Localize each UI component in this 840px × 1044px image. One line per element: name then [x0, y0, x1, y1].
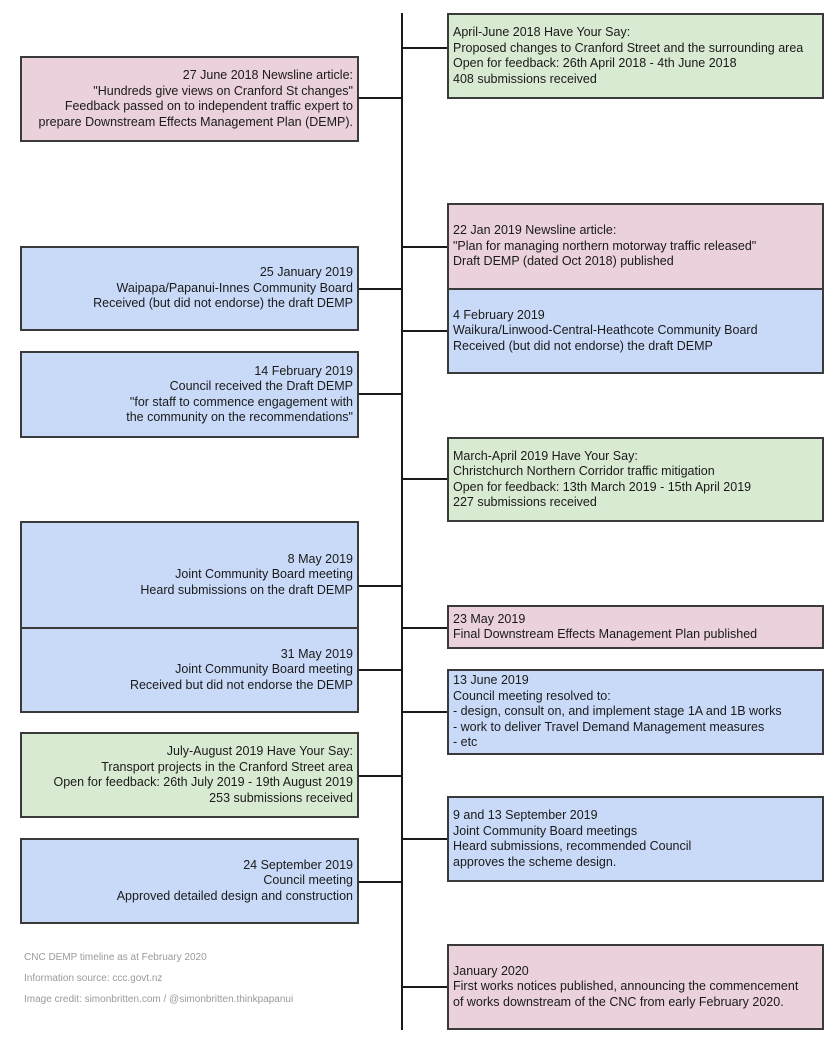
event-text: Feedback passed on to independent traffic expert to: [64, 99, 353, 113]
event-title: 23 May 2019: [453, 611, 526, 626]
event-council-feb-2019: [20, 351, 359, 438]
event-text: "for staff to commence engagement with: [129, 394, 353, 409]
connector: [402, 627, 448, 629]
event-text: prepare Downstream Effects Management Plan (DEMP).: [38, 114, 353, 129]
event-linwood-board-feb-2019: [447, 288, 824, 374]
event-papanui-board-jan-2019: [20, 246, 359, 331]
event-text: Draft DEMP (dated Oct 2018) published: [453, 254, 674, 269]
event-text: "Plan for managing northern motorway traffic released": [453, 238, 757, 253]
connector: [358, 585, 402, 587]
event-title: 25 January 2019: [259, 265, 353, 280]
event-title: 27 June 2018 Newsline article:: [182, 68, 353, 82]
event-text: of works downstream of the CNC from early February 2020.: [453, 994, 784, 1009]
event-text: Proposed changes to Cranford Street and the surrounding area: [453, 40, 804, 55]
event-text: Transport projects in the Cranford Street area: [101, 759, 353, 774]
information-source: Information source: ccc.govt.nz: [24, 973, 163, 984]
event-title: 22 Jan 2019 Newsline article:: [453, 223, 617, 238]
event-newsline-jan-2019: [447, 203, 824, 290]
event-text: Open for feedback: 13th March 2019 - 15th April 2019: [453, 479, 752, 494]
event-text: Council meeting: [263, 873, 353, 888]
timeline-spine: [401, 13, 403, 1030]
event-text: Christchurch Northern Corridor traffic mitigation: [453, 464, 715, 478]
event-title: 13 June 2019: [453, 673, 529, 688]
event-works-notices-jan-2020: [447, 944, 824, 1030]
event-title: March-April 2019 Have Your Say:: [453, 448, 638, 463]
connector: [358, 288, 402, 290]
event-text: - design, consult on, and implement stage 1A and 1B works: [453, 704, 782, 719]
event-text: 227 submissions received: [453, 495, 597, 509]
event-text: 408 submissions received: [453, 71, 597, 86]
event-title: 8 May 2019: [287, 551, 353, 566]
event-text: 253 submissions received: [209, 790, 353, 805]
event-joint-board-8-may-2019: [20, 521, 359, 629]
connector: [402, 838, 448, 840]
event-have-your-say-apr-jun-2018: [447, 13, 824, 99]
event-text: Joint Community Board meetings: [453, 823, 638, 838]
connector: [402, 478, 448, 480]
event-title: 9 and 13 September 2019: [453, 808, 598, 822]
event-text: Joint Community Board meeting: [175, 662, 353, 677]
event-newsline-jun-2018: [20, 56, 359, 142]
event-text: - work to deliver Travel Demand Management measures: [453, 719, 765, 734]
event-text: - etc: [453, 735, 478, 750]
connector: [402, 47, 448, 49]
event-text: Heard submissions on the draft DEMP: [140, 582, 353, 597]
connector: [402, 330, 448, 332]
event-text: First works notices published, announcing the commencement: [453, 979, 799, 994]
event-text: Received (but did not endorse) the draft DEMP: [453, 338, 713, 353]
credits: [24, 952, 293, 1015]
event-text: Waipapa/Papanui-Innes Community Board: [116, 280, 353, 295]
event-text: Waikura/Linwood-Central-Heathcote Community Board: [453, 323, 758, 338]
image-credit: Image credit: simonbritten.com / @simonbritten.thinkpapanui: [24, 994, 294, 1005]
connector: [358, 393, 402, 395]
event-have-your-say-jul-aug-2019: [20, 732, 359, 818]
connector: [358, 881, 402, 883]
event-text: Council meeting resolved to:: [453, 688, 611, 703]
event-text: "Hundreds give views on Cranford St changes": [93, 83, 353, 98]
event-title: April-June 2018 Have Your Say:: [453, 25, 631, 39]
connector: [358, 669, 402, 671]
event-title: 14 February 2019: [254, 363, 353, 378]
event-title: 24 September 2019: [243, 857, 353, 872]
event-council-jun-2019: [447, 669, 824, 755]
event-title: July-August 2019 Have Your Say:: [166, 744, 353, 758]
event-text: Received but did not endorse the DEMP: [129, 677, 353, 692]
connector: [358, 775, 402, 777]
event-text: approves the scheme design.: [453, 854, 617, 869]
event-text: Open for feedback: 26th July 2019 - 19th August 2019: [53, 775, 353, 789]
connector: [358, 97, 402, 99]
event-text: Council received the Draft DEMP: [169, 379, 353, 393]
event-text: Approved detailed design and construction: [116, 888, 353, 903]
event-joint-board-31-may-2019: [20, 627, 359, 713]
event-title: 31 May 2019: [280, 646, 353, 661]
event-text: Open for feedback: 26th April 2018 - 4th June 2018: [453, 56, 737, 70]
event-have-your-say-mar-apr-2019: [447, 437, 824, 522]
event-title: 4 February 2019: [453, 307, 545, 322]
event-text: Heard submissions, recommended Council: [453, 839, 692, 853]
event-joint-board-sep-2019: [447, 796, 824, 882]
event-final-demp-may-2019: [447, 605, 824, 649]
event-text: the community on the recommendations": [126, 410, 353, 424]
connector: [402, 986, 448, 988]
timeline-note: CNC DEMP timeline as at February 2020: [24, 952, 207, 963]
event-text: Joint Community Board meeting: [175, 567, 353, 582]
event-text: Final Downstream Effects Management Plan published: [453, 627, 758, 641]
event-text: Received (but did not endorse) the draft DEMP: [93, 296, 353, 311]
connector: [402, 246, 448, 248]
connector: [402, 711, 448, 713]
event-title: January 2020: [453, 963, 529, 978]
event-council-sep-2019: [20, 838, 359, 924]
